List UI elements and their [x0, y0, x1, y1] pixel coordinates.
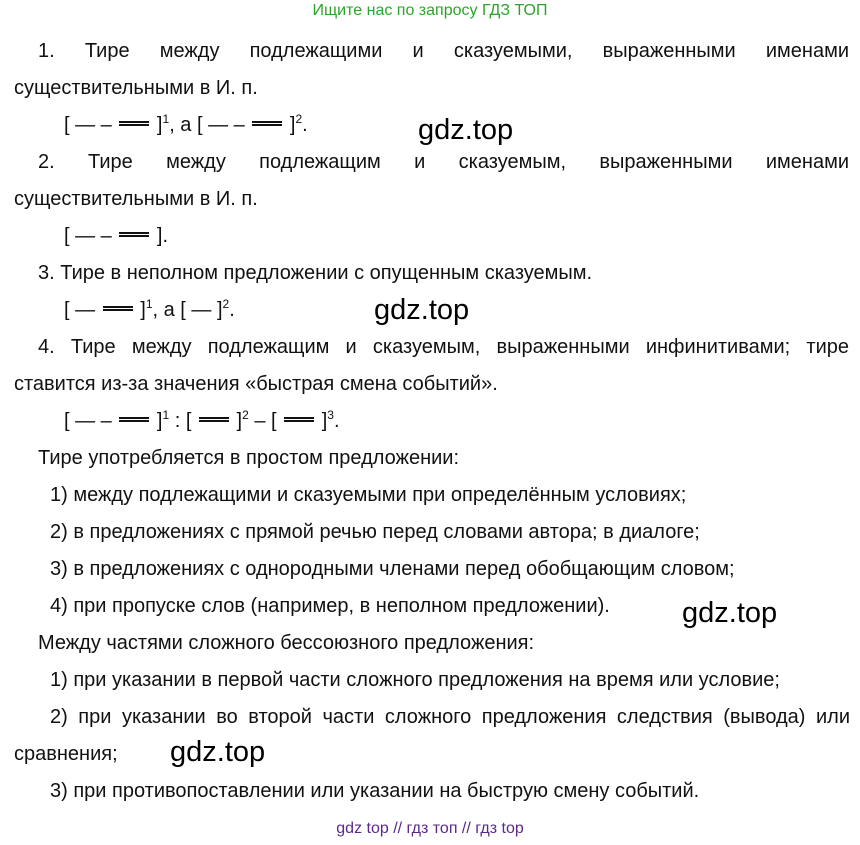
item-3: 3. Тире в неполном предложении с опущенным сказуемым. [38, 262, 593, 284]
formula-3: [ — ]$^1$, а [ — ]$^2$. [64, 297, 235, 321]
simple-item-4: 4) при пропуске слов (например, в неполном предложении). [50, 595, 610, 617]
formula-sep: , а [169, 114, 192, 136]
complex-item-1: 1) при указании в первой части сложного предложения на время или условие; [50, 669, 780, 691]
complex-item-3: 3) при противопоставлении или указании на быструю смену событий. [50, 780, 700, 802]
header-banner: Ищите нас по запросу ГДЗ ТОП [312, 2, 548, 19]
item-2-line-2: существительными в И. п. [14, 188, 258, 210]
item-4-line-2: ставится из-за значения «быстрая смена событий». [14, 373, 498, 395]
formula-2: [ — – ]. [64, 225, 169, 247]
item-4-line-1: 4. Тире между подлежащим и сказуемым, выраженными инфинитивами; тире [38, 336, 849, 358]
watermark: gdz.top [418, 114, 514, 146]
simple-intro: Тире употребляется в простом предложении: [38, 447, 460, 469]
simple-item-2: 2) в предложениях с прямой речью перед словами автора; в диалоге; [50, 521, 700, 543]
item-1-line-2: существительными в И. п. [14, 77, 258, 99]
formula-index: 1 [162, 112, 170, 126]
complex-intro: Между частями сложного бессоюзного предложения: [38, 632, 535, 654]
watermark: gdz.top [170, 736, 266, 768]
item-2-line-1: 2. Тире между подлежащим и сказуемым, выраженными именами [38, 151, 849, 173]
simple-item-3: 3) в предложениях с однородными членами перед обобщающим словом; [50, 558, 735, 580]
simple-item-1: 1) между подлежащими и сказуемыми при определённым условиях; [50, 484, 687, 506]
subject-dash: — [75, 114, 96, 136]
watermark: gdz.top [374, 294, 470, 326]
formula-1: [ — – ]$^1$, а [ — – ]$^2$. [64, 112, 308, 136]
watermark: gdz.top [682, 597, 778, 629]
footer-banner: gdz top // гдз топ // гдз top [336, 820, 524, 837]
complex-item-2-line-2: сравнения; [14, 743, 118, 765]
formula-index: 2 [295, 112, 303, 126]
item-1-line-1: 1. Тире между подлежащими и сказуемыми, выраженными именами [38, 40, 849, 62]
predicate-line [119, 121, 149, 126]
complex-item-2-line-1: 2) при указании во второй части сложного предложения следствия (вывода) или [50, 706, 850, 728]
formula-4: [ — – ]$^1$ : [ ]$^2$ – [ ]$^3$. [64, 408, 340, 432]
